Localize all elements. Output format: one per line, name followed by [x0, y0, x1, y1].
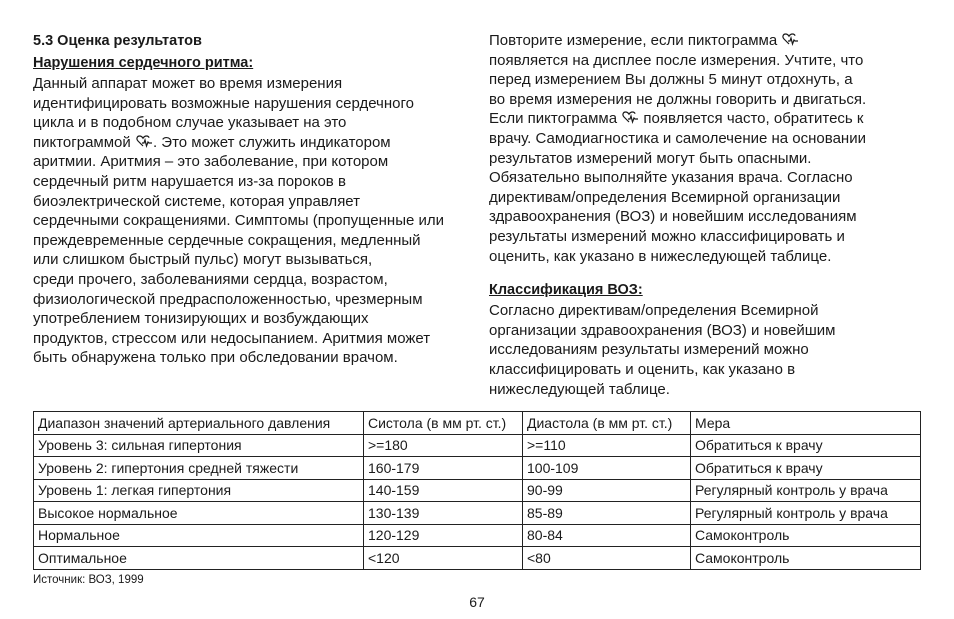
- table-cell: Высокое нормальное: [34, 502, 364, 525]
- text-line: оценить, как указано в нижеследующей таблице.: [489, 247, 832, 265]
- text-line: результаты измерений можно классифицировать и: [489, 227, 845, 245]
- table-cell: 85-89: [523, 502, 691, 525]
- table-cell: 160-179: [364, 457, 523, 480]
- text-line: преждевременные сердечные сокращения, медленный: [33, 231, 421, 249]
- table-cell: >=180: [364, 434, 523, 457]
- text-line: перед измерением Вы должны 5 минут отдохнуть, а: [489, 71, 853, 89]
- text-fragment: . Это может служить индикатором: [152, 133, 391, 151]
- header-cell: Диапазон значений артериального давления: [34, 412, 364, 435]
- text-line: аритмии. Аритмия – это заболевание, при котором: [33, 153, 389, 171]
- arrhythmia-heart-icon: [136, 135, 152, 148]
- arrhythmia-paragraph: [33, 74, 473, 368]
- table-cell: <80: [523, 547, 691, 570]
- table-row: [34, 547, 921, 570]
- text-fragment: Повторите измерение, если пиктограмма: [489, 32, 778, 49]
- text-line: здравоохранения (ВОЗ) и новейшим исследованиям: [489, 208, 857, 226]
- text-line: организации здравоохранения (ВОЗ) и новейшим: [489, 321, 836, 339]
- text-line: Данный аппарат может во время измерения: [33, 75, 343, 92]
- table-cell: Уровень 1: легкая гипертония: [34, 479, 364, 502]
- table-row: [34, 524, 921, 547]
- text-line: физиологической предрасположенностью, чрезмерным: [33, 290, 423, 308]
- table-cell: >=110: [523, 434, 691, 457]
- text-fragment: Если пиктограмма: [489, 110, 618, 128]
- text-line: Согласно директивам/определения Всемирной: [489, 302, 819, 320]
- left-column: [33, 31, 473, 368]
- text-line: быть обнаружена только при обследовании врачом.: [33, 349, 398, 367]
- header-cell: Систола (в мм рт. ст.): [364, 412, 523, 435]
- repeat-measurement-paragraph: [489, 31, 919, 266]
- text-line: сердечными сокращениями. Симптомы (пропущенные или: [33, 212, 445, 230]
- text-line: появляется на дисплее после измерения. Учтите, что: [489, 51, 864, 69]
- text-line-with-icon: [33, 133, 473, 153]
- table-row: [34, 502, 921, 525]
- table-cell: Обратиться к врачу: [691, 434, 921, 457]
- table-cell: 120-129: [364, 524, 523, 547]
- text-fragment: пиктограммой: [33, 133, 131, 151]
- text-line: врачу. Самодиагностика и самолечение на основании: [489, 129, 866, 147]
- table-cell: 100-109: [523, 457, 691, 480]
- who-classification-heading: Классификация ВОЗ:: [489, 282, 643, 299]
- table-cell: 90-99: [523, 479, 691, 502]
- table-cell: 130-139: [364, 502, 523, 525]
- text-line: цикла и в подобном случае указывает на это: [33, 114, 347, 132]
- table-cell: <120: [364, 547, 523, 570]
- table-cell: 80-84: [523, 524, 691, 547]
- text-line: во время измерения не должны говорить и двигаться.: [489, 90, 867, 108]
- arrhythmia-heading: Нарушения сердечного ритма:: [33, 55, 254, 71]
- arrhythmia-heart-icon: [622, 111, 638, 124]
- table-cell: Обратиться к врачу: [691, 457, 921, 480]
- text-line: нижеследующей таблице.: [489, 380, 670, 398]
- table-row: [34, 434, 921, 457]
- table-cell: Регулярный контроль у врача: [691, 502, 921, 525]
- text-line: Обязательно выполняйте указания врача. Согласно: [489, 169, 853, 187]
- text-line: классифицировать и оценить, как указано в: [489, 360, 796, 378]
- table-cell: Регулярный контроль у врача: [691, 479, 921, 502]
- text-line: или слишком быстрый пульс) могут вызываться,: [33, 251, 373, 269]
- text-line: директивам/определения Всемирной организации: [489, 188, 841, 206]
- section-title: 5.3 Оценка результатов: [33, 33, 202, 49]
- header-cell: Диастола (в мм рт. ст.): [523, 412, 691, 435]
- text-line: продуктов, стрессом или недосыпанием. Аритмия может: [33, 329, 431, 347]
- table-cell: 140-159: [364, 479, 523, 502]
- header-cell: Мера: [691, 412, 921, 435]
- table-row: [34, 457, 921, 480]
- table-cell: Уровень 3: сильная гипертония: [34, 434, 364, 457]
- table-cell: Оптимальное: [34, 547, 364, 570]
- who-classification-table: [33, 411, 921, 570]
- text-line: употреблением тонизирующих и возбуждающих: [33, 310, 369, 328]
- text-line-with-icon: [489, 31, 919, 51]
- arrhythmia-heart-icon: [782, 33, 798, 46]
- text-fragment: появляется часто, обратитесь к: [643, 110, 864, 128]
- table-cell: Уровень 2: гипертония средней тяжести: [34, 457, 364, 480]
- table-header-row: [34, 412, 921, 435]
- table-cell: Самоконтроль: [691, 547, 921, 570]
- table-cell: Самоконтроль: [691, 524, 921, 547]
- text-line: среди прочего, заболеваниями сердца, возрастом,: [33, 270, 388, 288]
- text-line: сердечный ритм нарушается из-за пороков в: [33, 172, 346, 190]
- text-line: биоэлектрической системе, которая управляет: [33, 192, 361, 210]
- right-column: [489, 31, 919, 399]
- table-cell: Нормальное: [34, 524, 364, 547]
- page-number: 67: [469, 594, 485, 610]
- text-line-with-icon: [489, 109, 919, 129]
- text-line: идентифицировать возможные нарушения сердечного: [33, 94, 414, 112]
- table-row: [34, 479, 921, 502]
- who-classification-paragraph: [489, 301, 919, 399]
- source-note: Источник: ВОЗ, 1999: [33, 574, 144, 586]
- text-line: результатов измерений могут быть опасными.: [489, 149, 812, 167]
- text-line: исследованиям результаты измерений можно: [489, 341, 809, 359]
